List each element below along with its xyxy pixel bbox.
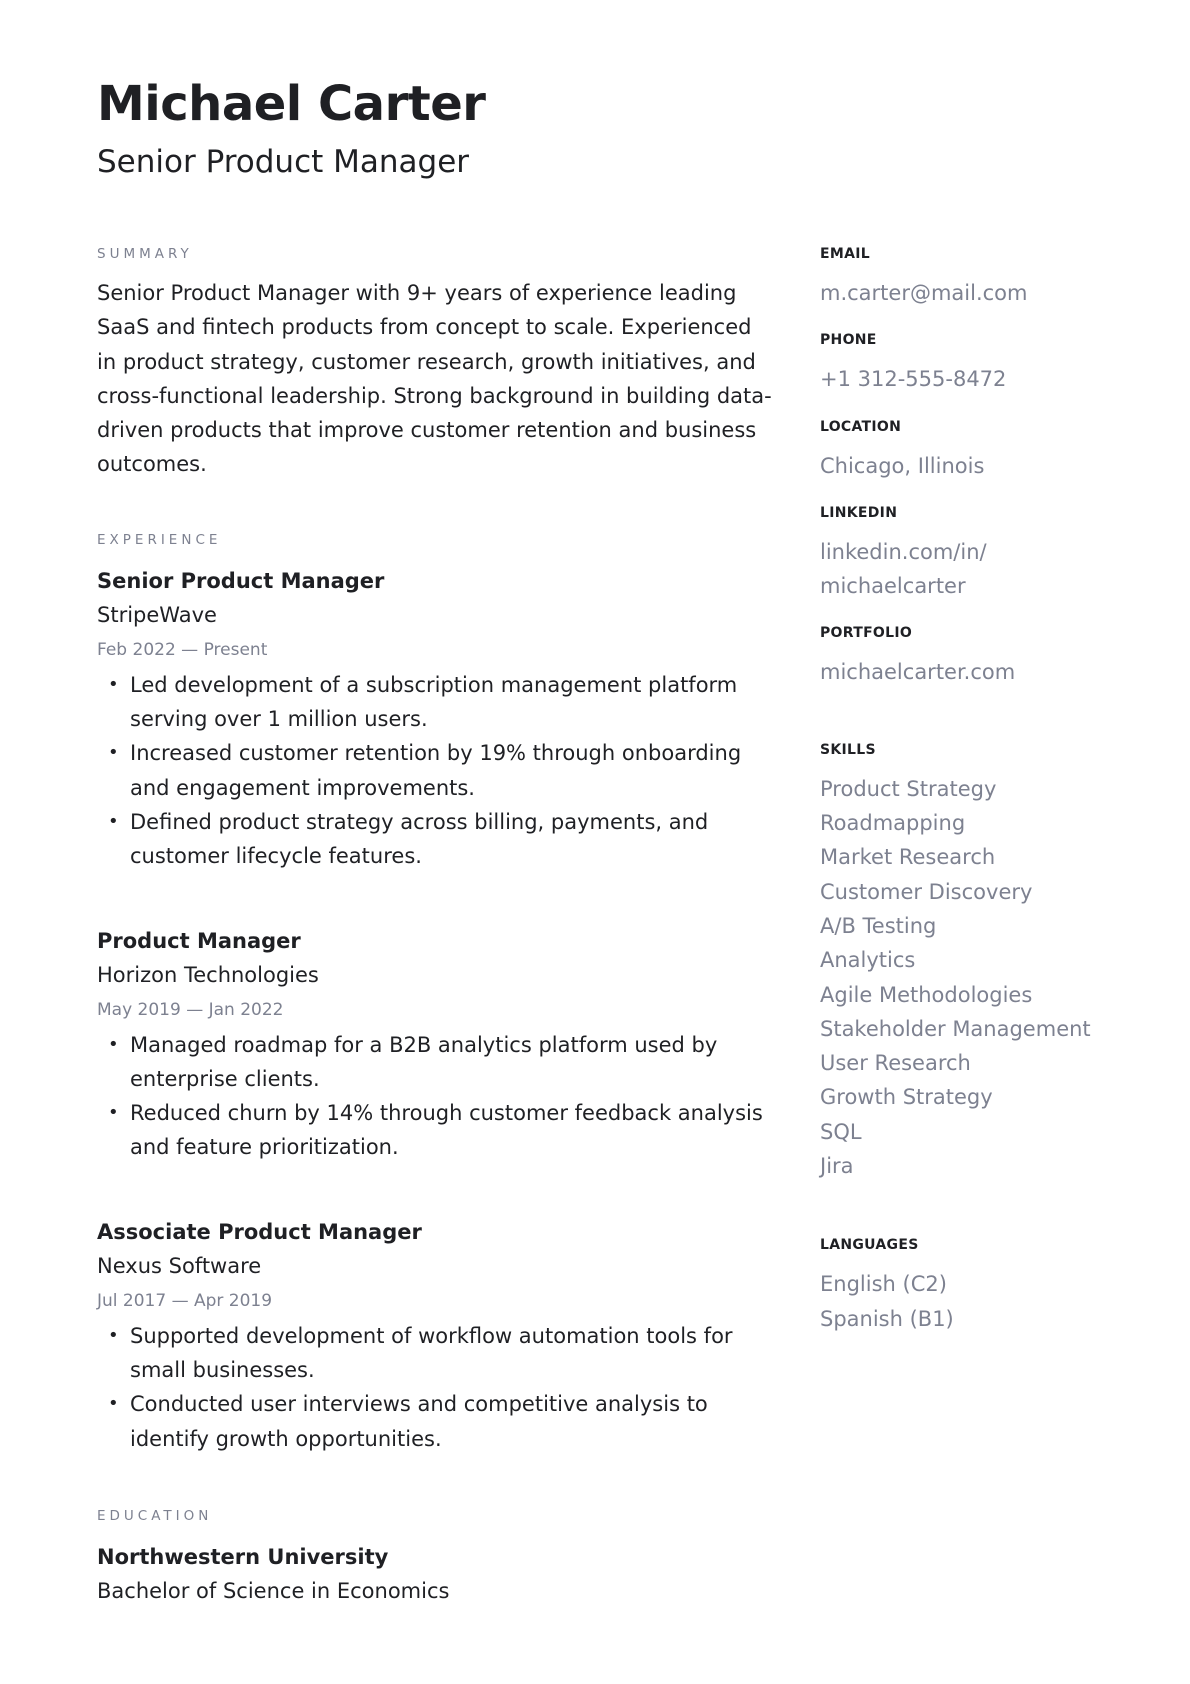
portfolio-label: PORTFOLIO <box>820 625 913 642</box>
location-value: Chicago, Illinois <box>820 453 985 478</box>
job-dates: May 2019 — Jan 2022 <box>97 999 284 1020</box>
skill-item: Jira <box>820 1154 854 1179</box>
language-item: English (C2) <box>820 1272 947 1297</box>
job-bullets <box>97 1028 777 1165</box>
bullet-text: Reduced churn by 14% through customer feedback analysis and feature prioritization. <box>130 1101 763 1160</box>
phone-label: PHONE <box>820 332 877 349</box>
job-entry <box>97 564 777 874</box>
job-company: Nexus Software <box>97 1253 262 1278</box>
summary-section <box>97 244 777 482</box>
skill-item: Product Strategy <box>820 776 997 801</box>
skill-item: Agile Methodologies <box>820 982 1033 1007</box>
job-company: StripeWave <box>97 602 217 627</box>
language-item: Spanish (B1) <box>820 1306 954 1331</box>
job-bullet <box>97 1319 777 1388</box>
skill-item: Customer Discovery <box>820 879 1033 904</box>
linkedin-label: LINKEDIN <box>820 504 898 521</box>
summary-heading: SUMMARY <box>97 246 193 262</box>
job-bullet <box>97 736 777 805</box>
linkedin-line-2: michaelcarter <box>820 574 966 599</box>
job-title: Product Manager <box>97 928 301 953</box>
job-entry <box>97 924 777 1165</box>
bullet-text: Supported development of workflow automation tools for small businesses. <box>130 1323 733 1383</box>
job-bullet <box>97 1387 777 1456</box>
candidate-name: Michael Carter <box>97 76 486 132</box>
candidate-role: Senior Product Manager <box>97 144 470 180</box>
languages-heading: LANGUAGES <box>820 1237 919 1254</box>
bullet-dot: • <box>108 673 119 695</box>
skill-item: A/B Testing <box>820 913 937 938</box>
job-bullet <box>97 668 777 737</box>
skill-item: Market Research <box>820 845 996 870</box>
job-bullet <box>97 805 777 874</box>
job-title: Associate Product Manager <box>97 1219 422 1244</box>
skill-item: Growth Strategy <box>820 1085 993 1110</box>
education-degree: Bachelor of Science in Economics <box>97 1578 450 1603</box>
location-label: LOCATION <box>820 418 902 435</box>
education-section <box>97 1506 777 1608</box>
experience-heading: EXPERIENCE <box>97 531 222 548</box>
experience-section <box>97 530 777 1456</box>
skills-list <box>820 772 1150 1184</box>
skills-heading: SKILLS <box>820 741 876 758</box>
skills-section <box>820 740 1150 1184</box>
job-bullet <box>97 1096 777 1165</box>
portfolio-value[interactable]: michaelcarter.com <box>820 660 1016 685</box>
email-label: EMAIL <box>820 246 870 262</box>
main-column <box>97 244 777 1608</box>
bullet-dot: • <box>108 1393 119 1415</box>
skill-item: Analytics <box>820 948 916 973</box>
skill-item: Roadmapping <box>820 811 966 836</box>
skill-item: SQL <box>820 1119 862 1144</box>
bullet-dot: • <box>108 1324 119 1346</box>
contact-linkedin <box>820 503 1150 604</box>
skill-item: User Research <box>820 1051 971 1076</box>
job-dates: Jul 2017 — Apr 2019 <box>97 1290 273 1311</box>
email-value[interactable]: m.carter@mail.com <box>820 281 1028 305</box>
bullet-dot: • <box>108 742 119 764</box>
skill-item: Stakeholder Management <box>820 1016 1091 1041</box>
job-company: Horizon Technologies <box>97 962 319 987</box>
languages-list <box>820 1267 1150 1336</box>
linkedin-line-1: linkedin.com/in/ <box>820 539 987 564</box>
bullet-text: Conducted user interviews and competitive analysis to identify growth opportunities. <box>130 1392 708 1451</box>
contact-location <box>820 417 1150 483</box>
bullet-text: Increased customer retention by 19% through onboarding and engagement improvements. <box>130 741 742 800</box>
bullet-dot: • <box>108 810 119 832</box>
bullet-dot: • <box>108 1033 119 1055</box>
job-entry <box>97 1215 777 1456</box>
job-bullets <box>97 1319 777 1456</box>
job-dates: Feb 2022 — Present <box>97 639 268 660</box>
languages-section <box>820 1235 1150 1336</box>
phone-value[interactable]: +1 312-555-8472 <box>820 367 1007 392</box>
job-bullet <box>97 1028 777 1097</box>
bullet-text: Led development of a subscription management platform serving over 1 million users. <box>130 672 738 732</box>
job-bullets <box>97 668 777 874</box>
job-title: Senior Product Manager <box>97 568 385 593</box>
contact-email <box>820 244 1150 310</box>
contact-phone <box>820 330 1150 396</box>
linkedin-value[interactable] <box>820 535 1150 604</box>
sidebar-column <box>820 244 1150 1336</box>
education-heading: EDUCATION <box>97 1507 213 1524</box>
summary-text: Senior Product Manager with 9+ years of experience leading SaaS and fintech products from concept to scale. Experienced in product strategy, customer research, growth initiatives, and cross-functional leadership. Strong background in building data-driven products that improve customer retention and business outcomes. <box>97 281 772 477</box>
contact-portfolio <box>820 623 1150 689</box>
bullet-text: Defined product strategy across billing, payments, and customer lifecycle features. <box>130 809 709 869</box>
resume-header <box>97 74 485 182</box>
bullet-dot: • <box>108 1102 119 1124</box>
bullet-text: Managed roadmap for a B2B analytics platform used by enterprise clients. <box>130 1032 718 1091</box>
education-school: Northwestern University <box>97 1544 389 1569</box>
